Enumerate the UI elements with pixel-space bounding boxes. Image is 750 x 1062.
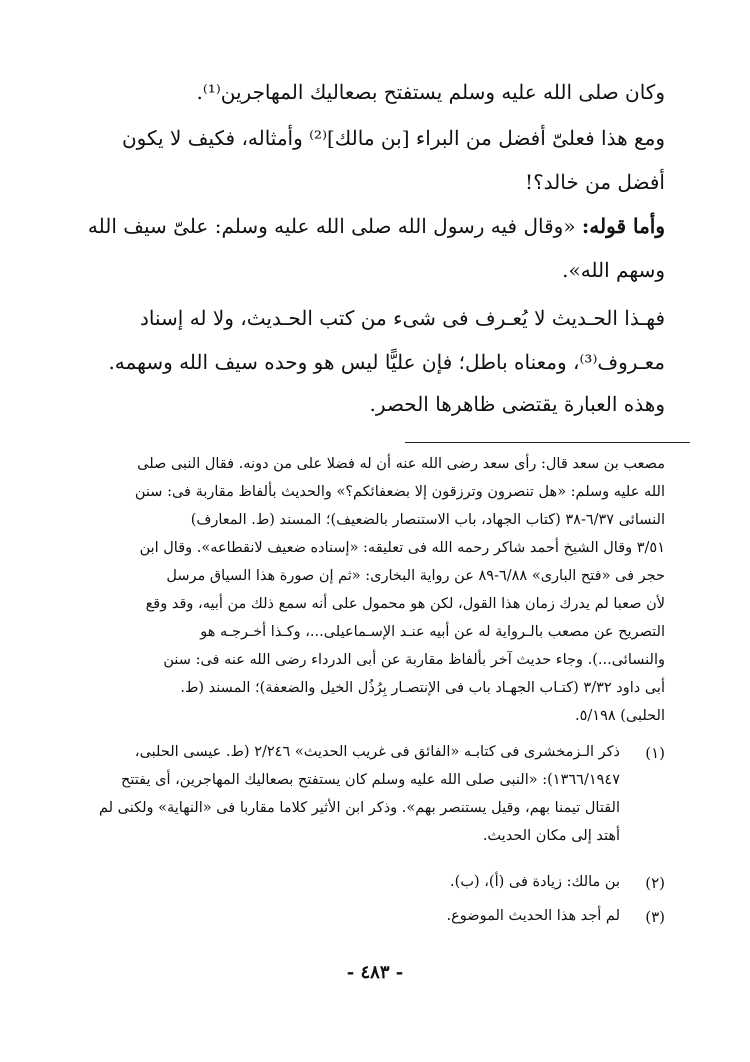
- paragraph-line: فهـذا الحـديث لا يُعـرف فى شىء من كتب الحـديث، ولا له إسناد: [140, 306, 665, 330]
- paragraph-line-with-heading: [88, 214, 665, 238]
- page-number: - ٤٨٣ -: [346, 962, 404, 983]
- quote-text: «وقال فيه رسول الله صلى الله عليه وسلم: علىّ سيف الله: [87, 214, 576, 238]
- footnote-number: (٢): [645, 874, 665, 892]
- paragraph-line: وكان صلى الله عليه وسلم يستفتح بصعاليك المهاجرين⁽¹⁾.: [196, 80, 665, 104]
- footnote-number: (٣): [645, 908, 665, 926]
- footnote-line: لأن صعبا لم يدرك زمان هذا القول، لكن هو محمول على أنه سمع ذلك من أبيه، وقد وقع: [145, 596, 665, 612]
- footnote-separator: [405, 442, 690, 443]
- paragraph-line: وهذه العبارة يقتضى ظاهرها الحصر.: [369, 392, 665, 416]
- footnote-line: التصريح عن مصعب بالـرواية له عن أبيه عنـد الإسـماعيلى...، وكـذا أخـرجـه هو: [200, 624, 665, 640]
- footnote-line: الحلبى) ٥/١٩٨.: [575, 708, 665, 724]
- footnote-line: الله عليه وسلم: «هل تنصرون وترزقون إلا بضعفائكم؟» والحديث بألفاظ مقاربة فى: سنن: [134, 484, 665, 500]
- footnote-line: مصعب بن سعد قال: رأى سعد رضى الله عنه أن له فضلا على من دونه. فقال النبى صلى: [137, 456, 665, 472]
- footnote-line: أبى داود ٣/٣٢ (كتـاب الجهـاد باب فى الإنتصـار بِرُذُل الخيل والضعفة)؛ المسند (ط.: [180, 680, 665, 696]
- paragraph-line: معـروف⁽³⁾، ومعناه باطل؛ فإن عليًّا ليس هو وحده سيف الله وسهمه.: [108, 350, 665, 374]
- footnote-line: والنسائى...). وجاء حديث آخر بألفاظ مقاربة عن أبى الدرداء رضى الله عنه فى: سنن: [163, 652, 665, 668]
- footnote-line: ٣/٥١ وقال الشيخ أحمد شاكر رحمه الله فى تعليقه: «إسناده ضعيف لانقطاعه». وقال ابن: [139, 540, 665, 556]
- footnote-line: لم أجد هذا الحديث الموضوع.: [446, 908, 620, 924]
- footnote-line: ١٣٦٦/١٩٤٧): «النبى صلى الله عليه وسلم كان يستفتح بصعاليك المهاجرين، أى يفتتح: [121, 772, 620, 788]
- footnote-line: أهتد إلى مكان الحديث.: [482, 828, 620, 844]
- bold-lead: وأما قوله:: [581, 214, 665, 238]
- paragraph-line: وسهم الله».: [562, 258, 665, 282]
- paragraph-line: ومع هذا فعلىّ أفضل من البراء [بن مالك]⁽²⁾ وأمثاله، فكيف لا يكون: [121, 126, 665, 150]
- paragraph-line: أفضل من خالد؟!: [525, 170, 665, 194]
- footnote-line: النسائى ٦/٣٧-٣٨ (كتاب الجهاد، باب الاستنصار بالضعيف)؛ المسند (ط. المعارف): [190, 512, 665, 528]
- footnote-line: ذكر الـزمخشرى فى كتابـه «الفائق فى غريب الحديث» ٢/٢٤٦ (ط. عيسى الحلبى،: [134, 744, 620, 760]
- footnote-line: بن مالك: زيادة فى (أ)، (ب).: [450, 874, 620, 890]
- footnote-number: (١): [645, 744, 665, 762]
- footnote-line: القتال تيمنا بهم، وقيل يستنصر بهم». وذكر ابن الأثير كلاما مقاربا فى «النهاية» ولكنى لم: [98, 800, 620, 816]
- footnote-line: حجر فى «فتح البارى» ٦/٨٨-٨٩ عن رواية البخارى: «ثم إن صورة هذا السياق مرسل: [166, 568, 665, 584]
